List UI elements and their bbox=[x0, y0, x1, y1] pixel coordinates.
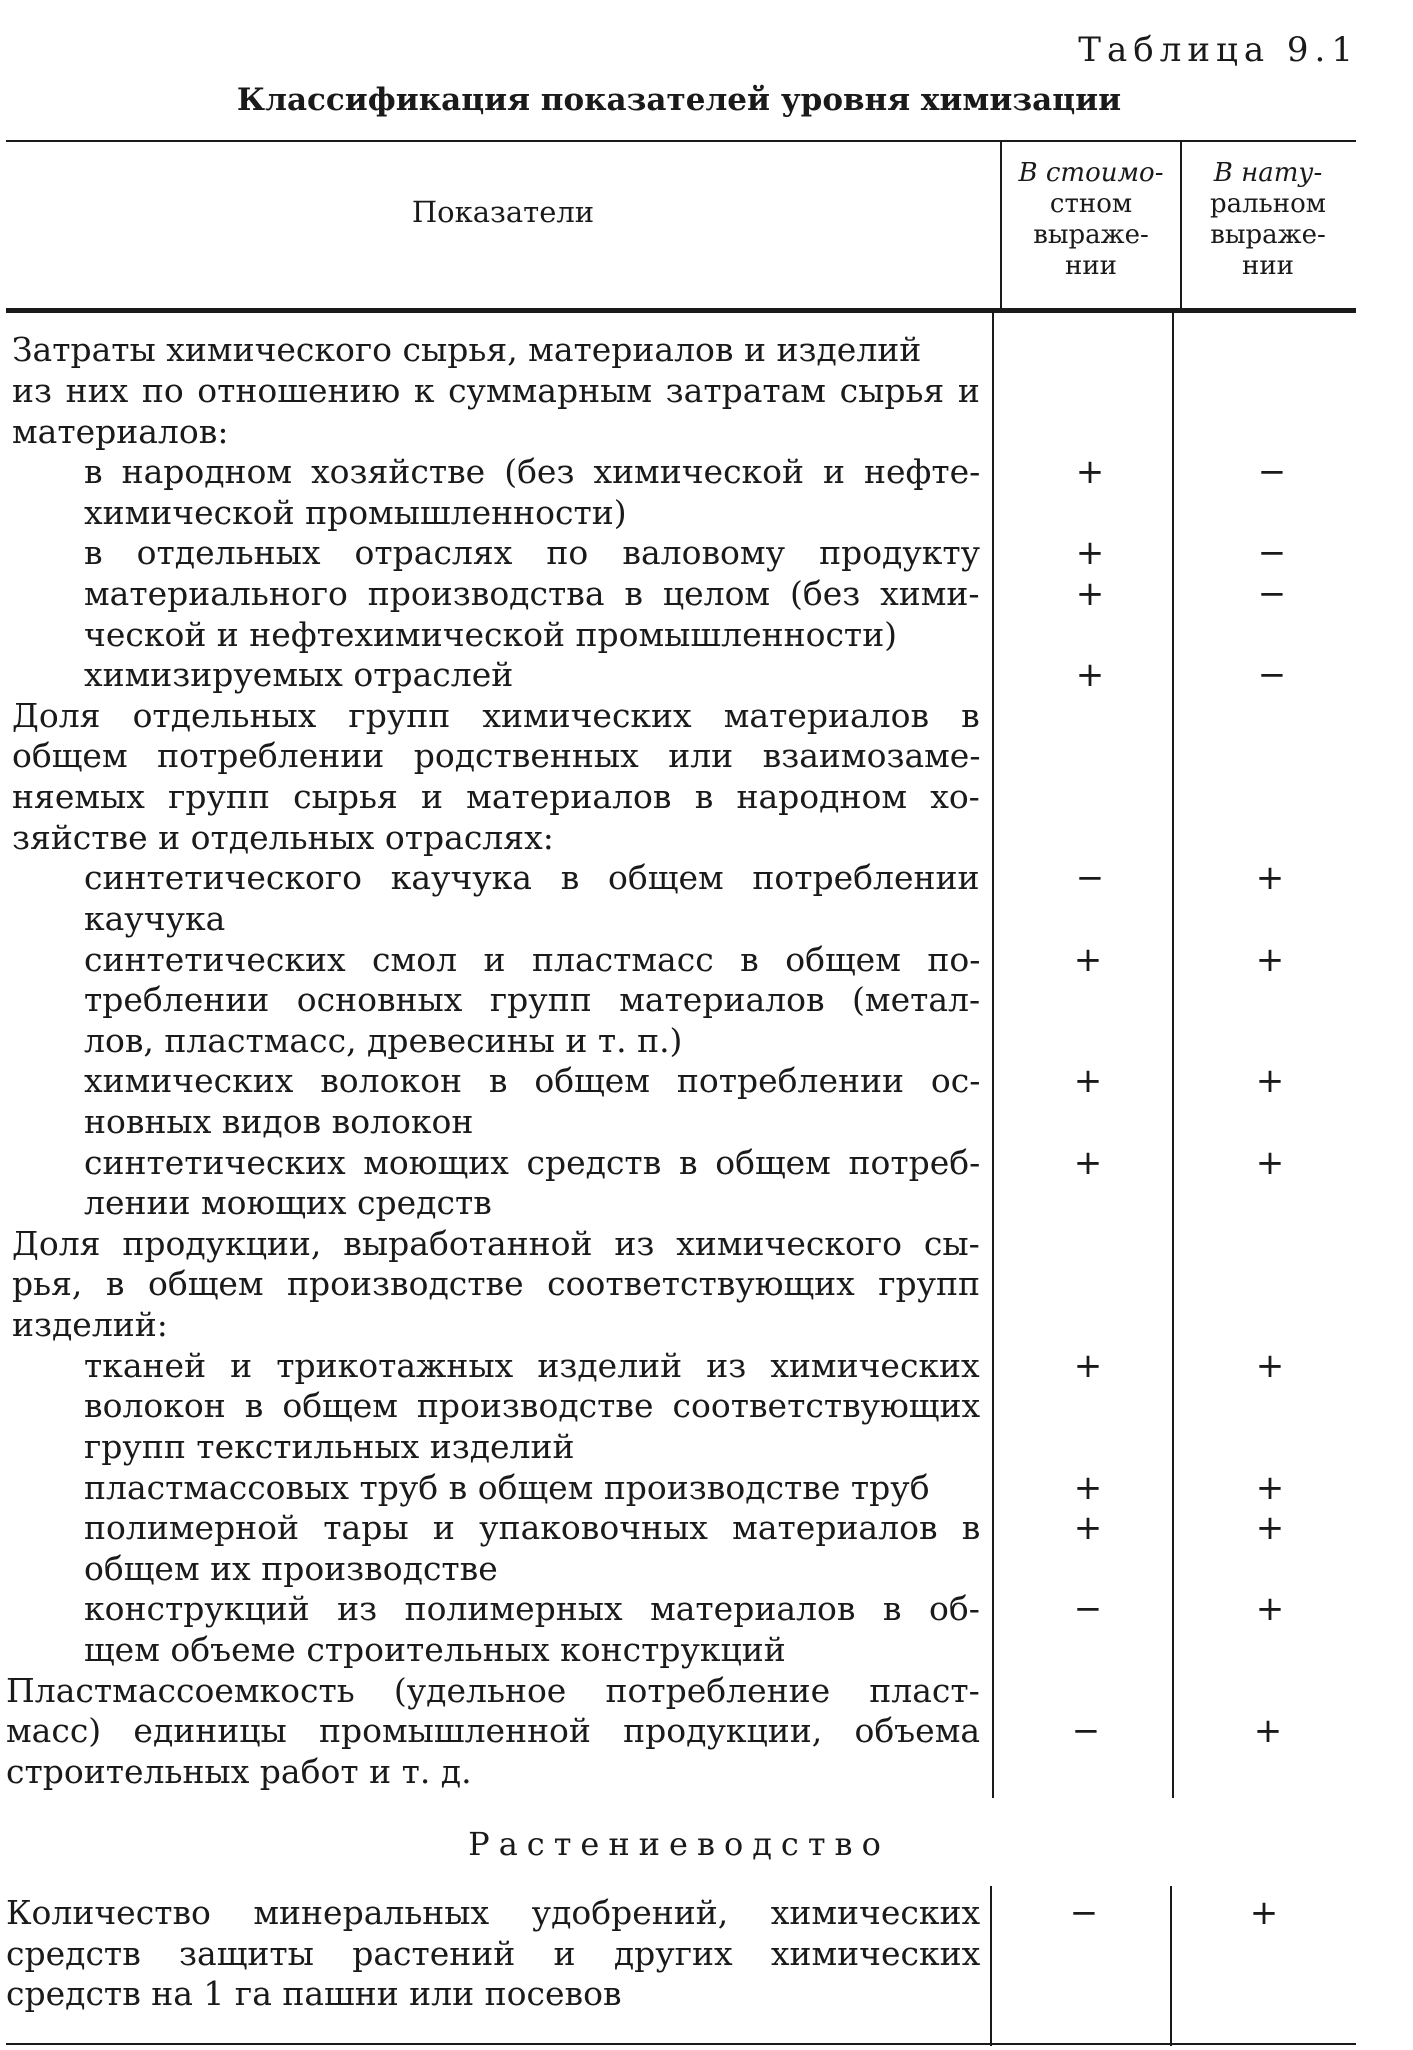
col-divider-1-body bbox=[992, 313, 994, 1798]
natural-mark: + bbox=[1255, 940, 1285, 980]
indicator-line: тканей и трикотажных изделий из химических bbox=[84, 1346, 980, 1385]
cost-mark: + bbox=[1075, 574, 1105, 614]
indicator-line: из них по отношению к суммарным затратам сырья и bbox=[12, 371, 980, 410]
indicator-line: зяйстве и отдельных отраслях: bbox=[12, 818, 554, 857]
cost-mark: + bbox=[1073, 940, 1103, 980]
indicator-line: щем объеме строительных конструкций bbox=[84, 1630, 786, 1669]
indicator-line: в народном хозяйстве (без химической и нефте- bbox=[84, 452, 981, 491]
indicator-line: треблении основных групп материалов (метал- bbox=[84, 980, 981, 1019]
header-cost bbox=[1002, 158, 1180, 282]
indicator-line: полимерной тары и упаковочных материалов в bbox=[84, 1508, 981, 1547]
natural-mark: − bbox=[1257, 574, 1287, 614]
indicator-line: няемых групп сырья и материалов в народном хо- bbox=[12, 777, 980, 816]
cost-mark: + bbox=[1075, 452, 1105, 492]
section-title: Растениеводство bbox=[468, 1825, 890, 1863]
header-cost-line: выраже- bbox=[1033, 220, 1149, 250]
natural-mark: + bbox=[1253, 1711, 1283, 1751]
table-title: Классификация показателей уровня химизации bbox=[236, 82, 1122, 118]
indicator-line: Доля продукции, выработанной из химического сы- bbox=[12, 1224, 980, 1263]
indicator-line: Доля отдельных групп химических материалов в bbox=[12, 696, 980, 735]
section-cost-mark: − bbox=[1069, 1893, 1099, 1933]
indicator-line: в отдельных отраслях по валовому продукту bbox=[84, 533, 981, 572]
indicator-line: химической промышленности) bbox=[84, 493, 627, 532]
indicator-line: пластмассовых труб в общем производстве труб bbox=[84, 1468, 930, 1507]
indicator-line: групп текстильных изделий bbox=[84, 1427, 575, 1466]
natural-mark: − bbox=[1257, 655, 1287, 695]
indicator-line: лении моющих средств bbox=[84, 1183, 492, 1222]
cost-mark: − bbox=[1071, 1711, 1101, 1751]
natural-mark: + bbox=[1255, 858, 1285, 898]
header-cost-line: нии bbox=[1065, 251, 1117, 281]
header-indicators: Показатели bbox=[411, 195, 595, 229]
section-line: средств защиты растений и других химических bbox=[6, 1934, 981, 1973]
cost-mark: − bbox=[1073, 1589, 1103, 1629]
natural-mark: + bbox=[1255, 1508, 1285, 1548]
natural-mark: − bbox=[1257, 533, 1287, 573]
section-col-divider-2 bbox=[1170, 1886, 1172, 2046]
bottom-rule bbox=[6, 2043, 1356, 2045]
header-natural-line: выраже- bbox=[1210, 220, 1326, 250]
indicator-line: конструкций из полимерных материалов в об- bbox=[84, 1589, 980, 1628]
cost-mark: + bbox=[1073, 1468, 1103, 1508]
indicator-line: химических волокон в общем потреблении ос- bbox=[84, 1061, 981, 1100]
header-natural bbox=[1182, 158, 1354, 282]
cost-mark: + bbox=[1075, 533, 1105, 573]
cost-mark: + bbox=[1075, 655, 1105, 695]
top-rule bbox=[6, 140, 1356, 142]
table-number: Таблица 9.1 bbox=[1078, 30, 1359, 70]
indicator-line: материалов: bbox=[12, 412, 229, 451]
natural-mark: + bbox=[1255, 1589, 1285, 1629]
indicator-line: рья, в общем производстве соответствующих групп bbox=[12, 1264, 981, 1303]
section-line: средств на 1 га пашни или посевов bbox=[6, 1974, 622, 2013]
section-natural-mark: + bbox=[1249, 1893, 1279, 1933]
indicator-line: химизируемых отраслей bbox=[84, 655, 514, 694]
indicator-line: синтетического каучука в общем потреблении bbox=[84, 858, 980, 897]
natural-mark: + bbox=[1255, 1061, 1285, 1101]
cost-mark: − bbox=[1075, 858, 1105, 898]
natural-mark: + bbox=[1255, 1346, 1285, 1386]
indicator-line: лов, пластмасс, древесины и т. п.) bbox=[84, 1021, 683, 1060]
natural-mark: − bbox=[1257, 452, 1287, 492]
header-natural-line: ральном bbox=[1209, 189, 1327, 219]
indicator-line: синтетических смол и пластмасс в общем по- bbox=[84, 940, 981, 979]
natural-mark: + bbox=[1255, 1143, 1285, 1183]
indicator-line: строительных работ и т. д. bbox=[6, 1752, 472, 1791]
header-cost-line: стном bbox=[1049, 189, 1133, 219]
cost-mark: + bbox=[1073, 1143, 1103, 1183]
indicator-line: материального производства в целом (без хими- bbox=[84, 574, 980, 613]
indicator-line: Затраты химического сырья, материалов и изделий bbox=[12, 330, 922, 369]
cost-mark: + bbox=[1073, 1061, 1103, 1101]
header-rule bbox=[6, 308, 1356, 313]
header-natural-line: В нату- bbox=[1213, 158, 1323, 188]
indicator-line: масс) единицы промышленной продукции, объема bbox=[6, 1711, 981, 1750]
indicator-line: изделий: bbox=[12, 1305, 168, 1344]
indicator-line: общем их производстве bbox=[84, 1549, 498, 1588]
header-natural-line: нии bbox=[1242, 251, 1294, 281]
section-col-divider-1 bbox=[990, 1886, 992, 2046]
header-cost-line: В стоимо- bbox=[1018, 158, 1164, 188]
indicator-line: волокон в общем производстве соответствующих bbox=[84, 1386, 981, 1425]
cost-mark: + bbox=[1073, 1346, 1103, 1386]
indicator-line: новных видов волокон bbox=[84, 1102, 474, 1141]
indicator-line: синтетических моющих средств в общем потреб- bbox=[84, 1143, 981, 1182]
col-divider-2-body bbox=[1172, 313, 1174, 1798]
natural-mark: + bbox=[1255, 1468, 1285, 1508]
indicator-line: ческой и нефтехимической промышленности) bbox=[84, 615, 898, 654]
section-line: Количество минеральных удобрений, химических bbox=[6, 1893, 981, 1932]
indicator-line: общем потреблении родственных или взаимозаме- bbox=[12, 736, 981, 775]
indicator-line: каучука bbox=[84, 899, 226, 938]
indicator-line: Пластмассоемкость (удельное потребление пласт- bbox=[6, 1671, 980, 1710]
cost-mark: + bbox=[1073, 1508, 1103, 1548]
